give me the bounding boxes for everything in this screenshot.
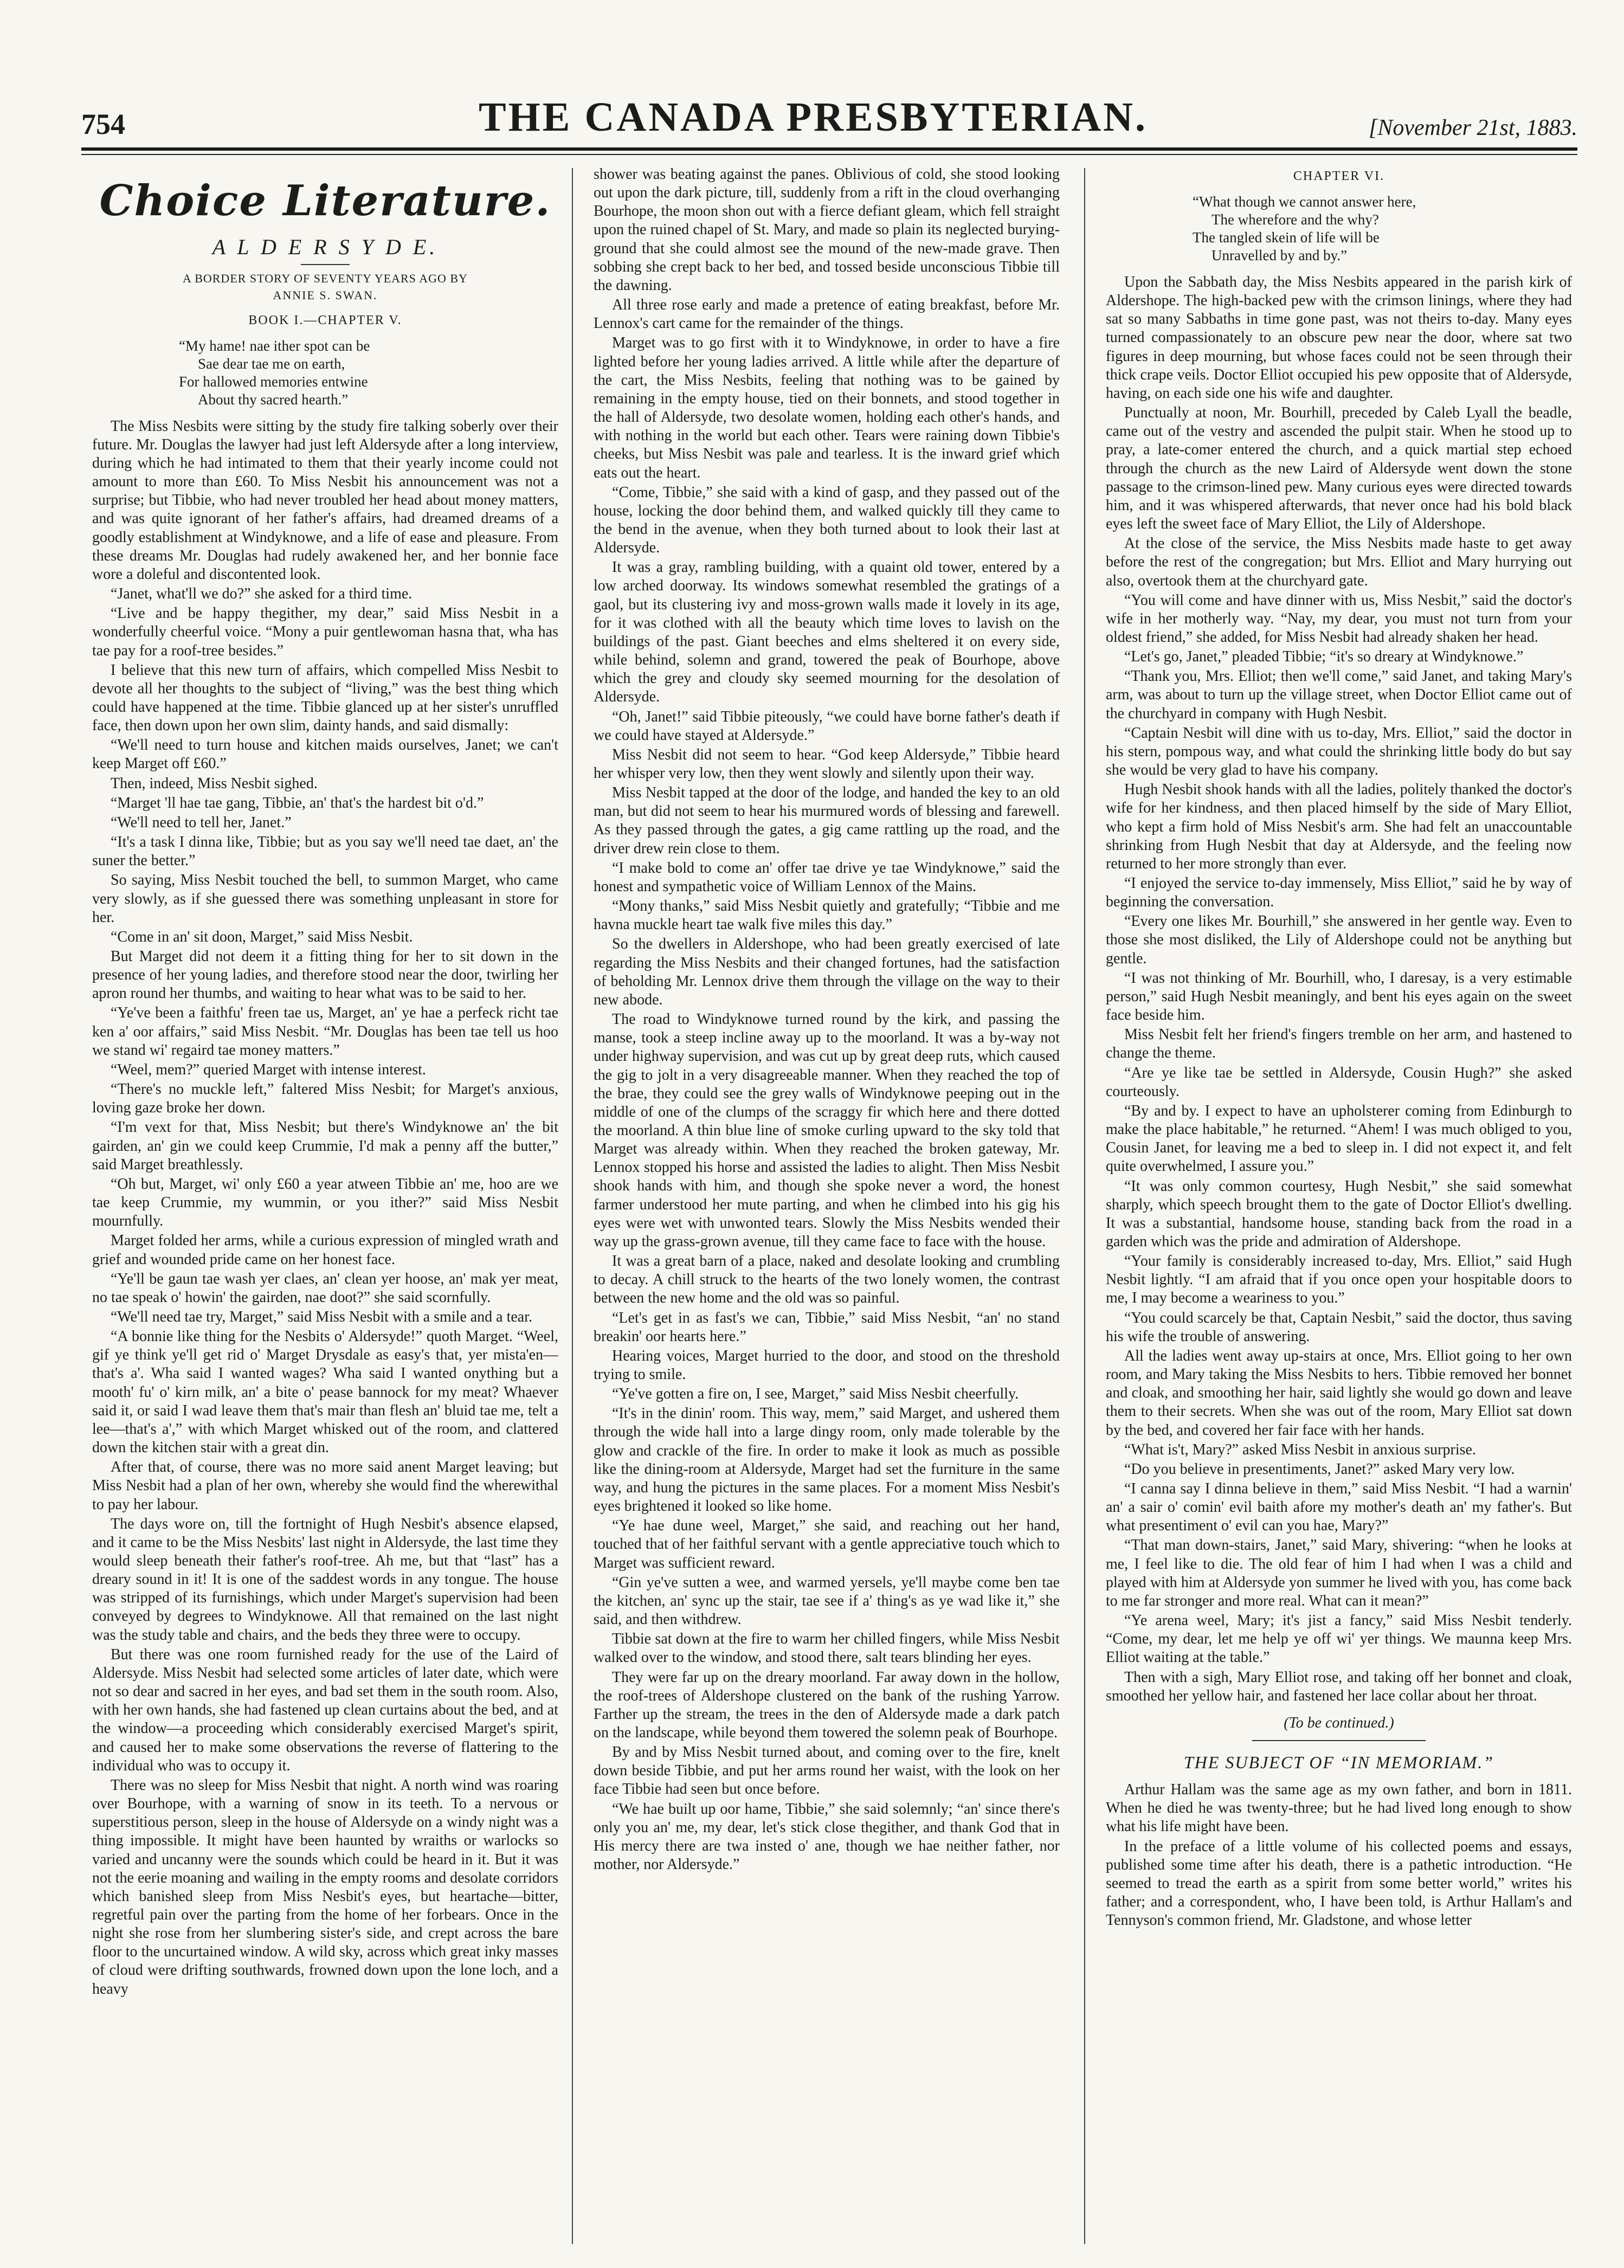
column-2-body <box>594 165 1060 1874</box>
title-rule <box>301 264 350 265</box>
paragraph: “A bonnie like thing for the Nesbits o' Aldersyde!” quoth Marget. “Weel, gif ye think ye'll get rid o' Marget Drysdale as easy's that, yer mista'en—that's a'. Wha said I wanted wages? Wha said I wanted onything but a mooth' fu' o' kirn milk, an' a bite o' pease bannock for my meat? Whaever said it, or said I wad leave them that's mair than flesh an' bluid tae me, telt a lee—that's a',” with which Marget whisked out of the room, and clattered down the kitchen stair with a great din. <box>92 1328 558 1457</box>
paragraph: “Come in an' sit doon, Marget,” said Miss Nesbit. <box>111 928 413 945</box>
paragraph: “Ye'll be gaun tae wash yer claes, an' clean yer hoose, an' mak yer meat, no tae speak o' howin' the gairden, nae doot?” she said scornfully. <box>92 1270 558 1306</box>
paragraph: Marget was to go first with it to Windyknowe, in order to have a fire lighted before her young ladies arrived. A little while after the departure of the cart, the Miss Nesbits, feeling that nothing was to be gained by remaining in the empty house, tied on their bonnets, and stood together in the hall of Aldersyde, two desolate women, holding each other's hands, and with nothing in the world but each other. Tears were raining down Tibbie's cheeks, but Miss Nesbit was pale and tearless. It is the inward grief which eats out the heart. <box>594 334 1060 481</box>
paragraph: shower was beating against the panes. Oblivious of cold, she stood looking out upon the dark picture, till, suddenly from a rift in the cloud overhanging Bourhope, the moon shon out with a fierce defiant gleam, which fell straight upon the ruined chapel of St. Mary, and made so plain its neglected burying-ground that she could almost see the mound of the new-made grave. Then sobbing she crept back to her bed, and tossed beside unconscious Tibbie till the dawning. <box>594 166 1060 294</box>
paragraph: The Miss Nesbits were sitting by the study fire talking soberly over their future. Mr. Douglas the lawyer had just left Aldersyde after a long interview, during which he had intimated to them that their yearly income could not amount to more than £60. To Miss Nesbit his announcement was not a surprise; but Tibbie, who had never troubled her head about money matters, and was quite ignorant of her father's affairs, had dreamed dreams of a goodly establishment at Windyknowe, and a life of ease and pleasure. From these dreams Mr. Douglas had rudely awakened her, and her bonnie face wore a doleful and discontented look. <box>92 417 558 583</box>
chapter-heading: CHAPTER VI. <box>1293 169 1385 183</box>
column-3 <box>1106 165 1572 2247</box>
paragraph: “It was only common courtesy, Hugh Nesbit,” she said somewhat sharply, which speech brought them to the gate of Doctor Elliot's dwelling. It was a substantial, handsome house, standing back from the road in a garden which was the pride and admiration of Aldershope. <box>1106 1177 1572 1250</box>
paragraph: “Your family is considerably increased to-day, Mrs. Elliot,” said Hugh Nesbit lightly. “I am afraid that if you once open your hospitable doors to me, I may become a weariness to you.” <box>1106 1253 1572 1307</box>
epigraph-line: Sae dear tae me on earth, <box>198 355 345 372</box>
paragraph: “You could scarcely be that, Captain Nesbit,” said the doctor, thus saving his wife the trouble of answering. <box>1106 1309 1572 1345</box>
column-1-body <box>92 417 558 1999</box>
epigraph-line: The wherefore and the why? <box>1211 211 1379 228</box>
paragraph: But there was one room furnished ready for the use of the Laird of Aldersyde. Miss Nesbit had selected some articles of later date, which were not so dear and sacred in her eyes, and bad set them in the south room. Also, with her own hands, she had fastened up clean curtains about the bed, and at the window—a proceeding which considerably exercised Marget's spirit, and caused her to make some observations the reverse of flattering to the individual who was to occupy it. <box>92 1646 558 1774</box>
paragraph: It was a great barn of a place, naked and desolate looking and crumbling to decay. A chill struck to the hearts of the two lonely women, the contrast between the new home and the old was so painful. <box>594 1253 1060 1307</box>
paragraph: “I'm vext for that, Miss Nesbit; but there's Windyknowe an' the bit gairden, an' gin we could keep Crummie, I'd mak a penny aff the butter,” said Marget breathlessly. <box>92 1119 558 1173</box>
paragraph: Then, indeed, Miss Nesbit sighed. <box>111 775 318 792</box>
paragraph: It was a gray, rambling building, with a quaint old tower, entered by a low arched doorway. Its windows somewhat resembled the gratings of a gaol, but its clustering ivy and moss-grown walls made it lovely in its age, for it was clothed with all the beauty which time loves to lavish on the buildings of the past. Giant beeches and elms sheltered it on every side, while behind, solemn and grand, towered the peak of Bourhope, above which the grey and cloudy sky seemed mourning for the desolation of Aldersyde. <box>594 559 1060 706</box>
paragraph: “It's in the dinin' room. This way, mem,” said Marget, and ushered them through the wide hall into a large dingy room, only made tolerable by the glow and crackle of the fire. In order to make it look as much as possible like the dining-room at Aldersyde, Marget had set the furniture in the same way, and hung the pictures in the same places. For a moment Miss Nesbit's eyes brightened it looked so like home. <box>594 1405 1060 1515</box>
continued-note: (To be continued.) <box>1284 1714 1394 1731</box>
issue-date: [November 21st, 1883. <box>1369 115 1577 140</box>
paragraph: All three rose early and made a pretence of eating breakfast, before Mr. Lennox's cart came for the remainder of the things. <box>594 297 1060 332</box>
epigraph-line: The tangled skein of life will be <box>1193 229 1380 246</box>
paragraph: They were far up on the dreary moorland. Far away down in the hollow, the roof-trees of Aldershope clustered on the bank of the rushing Yarrow. Farther up the stream, the trees in the den of Aldersyde made a dark patch on the landscape, while beyond them towered the solemn peak of Bourhope. <box>594 1668 1060 1741</box>
paragraph: The days wore on, till the fortnight of Hugh Nesbit's absence elapsed, and it came to be the Miss Nesbits' last night in Aldersyde, the last time they would sleep beneath their father's roof-tree. Ah me, but that “last” has a dreary sound in it! It is one of the saddest words in any tongue. The house was stripped of its furnishings, which under Marget's supervision had been conveyed by degrees to Windyknowe. All that remained on the last night was the study table and chairs, and the beds they three were to occupy. <box>92 1515 558 1644</box>
paragraph: “Live and be happy thegither, my dear,” said Miss Nesbit in a wonderfully cheerful voice. “Mony a puir gentlewoman hasna that, wha has tae pay for a roof-tree besides.” <box>92 605 558 659</box>
paragraph: There was no sleep for Miss Nesbit that night. A north wind was roaring over Bourhope, with a warning of snow in its teeth. To a nervous or superstitious person, sleep in the house of Aldersyde on a windy night was a thing impossible. It might have been haunted by wraiths or warlocks so varied and uncanny were the sounds which could be heard in it. But it was not the eerie moaning and wailing in the empty rooms and desolate corridors which banished sleep from Miss Nesbit's eyes, but heartache—bitter, regretful pain over the parting from the home of her forbears. Once in the night she rose from her slumbering sister's side, and crept across the bare floor to the uncurtained window. A wild sky, across which great inky masses of cloud were drifting southwards, frowned down upon the lone loch, and a heavy <box>92 1776 558 1998</box>
paragraph: “Come, Tibbie,” she said with a kind of gasp, and they passed out of the house, locking the door behind them, and walked quickly till they came to the bend in the avenue, when they both turned about to look their last at Aldersyde. <box>594 484 1060 557</box>
paragraph: The road to Windyknowe turned round by the kirk, and passing the manse, took a steep incline away up to the moorland. It was a by-way not under highway supervision, and was cut up by great deep ruts, which caused the gig to jolt in a very disagreeable manner. When they reached the top of the brae, they could see the grey walls of Windyknowe peeping out in the middle of one of the clumps of the scraggy fir which here and there dotted the moorland. A thin blue line of smoke curling upward to the sky told that Marget was already within. When they reached the broken gateway, Mr. Lennox stopped his horse and assisted the ladies to alight. Then Miss Nesbit shook hands with him, and though she spoke never a word, the honest farmer understood her mute parting, and when he climbed into his gig his eyes were wet with unwonted tears. Slowly the Miss Nesbits wended their way up the grass-grown avenue, till they came face to face with the house. <box>594 1011 1060 1250</box>
column-2 <box>594 165 1060 2247</box>
paragraph: At the close of the service, the Miss Nesbits made haste to get away before the rest of the congregation; but Mrs. Elliot and Mary hurrying out also, overtook them at the churchyard gate. <box>1106 535 1572 589</box>
page-header <box>81 81 1577 141</box>
newspaper-page <box>81 81 1577 2239</box>
epigraph-line: For hallowed memories entwine <box>179 373 368 390</box>
epigraph-line: About thy sacred hearth.” <box>198 391 349 408</box>
paragraph: “Let's get in as fast's we can, Tibbie,” said Miss Nesbit, “an' no stand breakin' oor hearts here.” <box>594 1309 1060 1345</box>
paragraph: So the dwellers in Aldershope, who had been greatly exercised of late regarding the Miss Nesbits and their changed fortunes, had the satisfaction of beholding Mr. Lennox drive them through the village on the way to their new abode. <box>594 936 1060 1008</box>
paragraph: “Every one likes Mr. Bourhill,” she answered in her gentle way. Even to those she most disliked, the Lily of Aldershope could not be anything but gentle. <box>1106 913 1572 967</box>
paragraph: Upon the Sabbath day, the Miss Nesbits appeared in the parish kirk of Aldershope. The high-backed pew with the crimson linings, where they had sat so many Sabbaths in time gone past, was not theirs to-day. Many eyes turned compassionately to an obscure pew near the door, where sat two figures in deep mourning, but whose faces could not be seen through their thick crape veils. Doctor Elliot occupied his pew opposite that of Aldersyde, having, on each side one his wife and daughter. <box>1106 274 1572 402</box>
paragraph: By and by Miss Nesbit turned about, and coming over to the fire, knelt down beside Tibbie, and put her arms round her waist, with the look on her face Tibbie had seen but once before. <box>594 1744 1060 1798</box>
paragraph: “Do you believe in presentiments, Janet?” asked Mary very low. <box>1124 1460 1515 1478</box>
masthead-title: THE CANADA PRESBYTERIAN. <box>478 94 1148 140</box>
paragraph: In the preface of a little volume of his collected poems and essays, published some time after his death, there is a pathetic introduction. “He seemed to tread the earth as a spirit from some better world,” writes his father; and a correspondent, who, I have been told, is Arthur Hallam's and Tennyson's common friend, Mr. Gladstone, and whose letter <box>1106 1838 1572 1929</box>
paragraph: “By and by. I expect to have an upholsterer coming from Edinburgh to make the place habitable,” he returned. “Ahem! I was much obliged to you, Cousin Janet, for leaving me a bed to sleep in. I did not expect it, and felt quite overwhelmed, I assure you.” <box>1106 1102 1572 1175</box>
article-body <box>1106 1781 1572 1930</box>
epigraph <box>1106 193 1572 265</box>
story-author: ANNIE S. SWAN. <box>273 288 378 302</box>
paragraph: Tibbie sat down at the fire to warm her chilled fingers, while Miss Nesbit walked over to the window, and stood there, salt tears blinding her eyes. <box>594 1631 1060 1666</box>
chapter-heading: BOOK I.—CHAPTER V. <box>248 313 402 327</box>
paragraph: Miss Nesbit tapped at the door of the lodge, and handed the key to an old man, but did not seem to hear his murmured words of blessing and farewell. As they passed through the gates, a gig came rattling up the road, and the driver drew rein close to them. <box>594 784 1060 857</box>
paragraph: I believe that this new turn of affairs, which compelled Miss Nesbit to devote all her thoughts to the subject of “living,” was the best thing which could have happened at the time. Tibbie glanced up at her sister's unruffled face, then down upon her own slim, dainty hands, and said dismally: <box>92 661 558 734</box>
column-3-body <box>1106 273 1572 1705</box>
paragraph: Punctually at noon, Mr. Bourhill, preceded by Caleb Lyall the beadle, came out of the vestry and ascended the pulpit stair. When he stood up to pray, a late-comer entered the church, and a quick martial step echoed through the church as the new Laird of Aldersyde went down the stone passage to the crimson-lined pew. Many curious eyes were directed towards him, and it was whispered afterwards, that never once had his bold black eyes left the sweet face of Mary Elliot, the Lily of Aldershope. <box>1106 404 1572 533</box>
paragraph: “We'll need tae try, Marget,” said Miss Nesbit with a smile and a tear. <box>111 1308 533 1325</box>
paragraph: “We'll need to tell her, Janet.” <box>111 814 292 831</box>
paragraph: “I canna say I dinna believe in them,” said Miss Nesbit. “I had a warnin' an' a sair o' comin' evil baith afore my mother's death an' my father's. But what presentiment o' evil can you hae, Mary?” <box>1106 1480 1572 1535</box>
paragraph: “You will come and have dinner with us, Miss Nesbit,” said the doctor's wife in her motherly way. “Nay, my dear, you must not turn from your oldest friend,” she added, for Miss Nesbit had already shaken her head. <box>1106 591 1572 646</box>
paragraph: “Are ye like tae be settled in Aldersyde, Cousin Hugh?” she asked courteously. <box>1106 1064 1572 1100</box>
paragraph: “Ye've been a faithfu' freen tae us, Marget, an' ye hae a perfeck richt tae ken a' oor affairs,” said Miss Nesbit. “Mr. Douglas has been tae tell us hoo we stand wi' regaird tae money matters.” <box>92 1004 558 1059</box>
paragraph: Miss Nesbit felt her friend's fingers tremble on her arm, and hastened to change the theme. <box>1106 1026 1572 1062</box>
paragraph: “Captain Nesbit will dine with us to-day, Mrs. Elliot,” said the doctor in his stern, pompous way, and what could the shrinking little body do but say she would be very glad to have his company. <box>1106 724 1572 779</box>
paragraph: Then with a sigh, Mary Elliot rose, and taking off her bonnet and cloak, smoothed her yellow hair, and fastened her lace collar about her throat. <box>1106 1668 1572 1704</box>
paragraph: “Mony thanks,” said Miss Nesbit quietly and gratefully; “Tibbie and me havna muckle heart tae walk five miles this day.” <box>594 898 1060 933</box>
paragraph: Miss Nesbit did not seem to hear. “God keep Aldersyde,” Tibbie heard her whisper very low, then they went slowly and silently upon their way. <box>594 746 1060 782</box>
paragraph: After that, of course, there was no more said anent Marget leaving; but Miss Nesbit had a plan of her own, whereby she would find the wherewithal to pay her labour. <box>92 1459 558 1513</box>
header-rule-thin <box>81 154 1577 155</box>
paragraph: “Oh but, Marget, wi' only £60 a year atween Tibbie an' me, hoo are we tae keep Crummie, my wummin, or you ither?” said Miss Nesbit mournfully. <box>92 1175 558 1230</box>
article-separator <box>1252 1740 1426 1741</box>
paragraph: “We hae built up oor hame, Tibbie,” she said solemnly; “an' since there's only you an' me, my dear, let's stick close thegither, and thank God that in His mercy there are twa insted o' ane, though we hae neither father, nor mother, nor Aldersyde.” <box>594 1800 1060 1873</box>
paragraph: “Ye hae dune weel, Marget,” she said, and reaching out her hand, touched that of her faithful servant with a gentle appreciative touch which to Marget was sufficient reward. <box>594 1517 1060 1571</box>
paragraph: “Marget 'll hae tae gang, Tibbie, an' that's the hardest bit o'd.” <box>111 794 484 811</box>
paragraph: “Oh, Janet!” said Tibbie piteously, “we could have borne father's death if we could have stayed at Aldersyde.” <box>594 708 1060 744</box>
section-title: Choice Literature. <box>99 176 551 225</box>
paragraph: “What is't, Mary?” asked Miss Nesbit in anxious surprise. <box>1124 1441 1476 1458</box>
paragraph: “I make bold to come an' offer tae drive ye tae Windyknowe,” said the honest and sympathetic voice of William Lennox of the Mains. <box>594 859 1060 895</box>
epigraph-line: Unravelled by and by.” <box>1211 247 1348 264</box>
paragraph: Marget folded her arms, while a curious expression of mingled wrath and grief and wounded pride came on her honest face. <box>92 1232 558 1268</box>
paragraph: “We'll need to turn house and kitchen maids ourselves, Janet; we can't keep Marget off £60.” <box>92 737 558 772</box>
paragraph: Hugh Nesbit shook hands with all the ladies, politely thanked the doctor's wife for her kindness, and then placed himself by the side of Mary Elliot, who kept a firm hold of Miss Nesbit's arm. She had felt an unaccountable shrinking from Hugh Nesbit that day at Aldersyde, and the feeling now returned to her more strongly than ever. <box>1106 781 1572 872</box>
column-1 <box>92 165 558 2247</box>
story-subtitle: A BORDER STORY OF SEVENTY YEARS AGO BY <box>183 271 468 285</box>
epigraph <box>92 337 558 409</box>
paragraph: “I enjoyed the service to-day immensely, Miss Elliot,” said he by way of beginning the conversation. <box>1106 875 1572 911</box>
page-number: 754 <box>81 108 125 140</box>
paragraph: All the ladies went away up-stairs at once, Mrs. Elliot going to her own room, and Mary taking the Miss Nesbits to hers. Tibbie removed her bonnet and cloak, and smoothing her hair, said lightly she would go down and leave them to their secrets. When she was out of the room, Mary Elliot sat down by the bed, and covered her fair face with her hands. <box>1106 1347 1572 1439</box>
paragraph: But Marget did not deem it a fitting thing for her to sit down in the presence of her young ladies, and therefore stood near the door, twirling her apron round her thumbs, and waiting to hear what was to be said to her. <box>92 948 558 1002</box>
paragraph: “Ye arena weel, Mary; it's jist a fancy,” said Miss Nesbit tenderly. “Come, my dear, let me help ye off wi' yer things. We maunna keep Mrs. Elliot waiting at the table.” <box>1106 1612 1572 1666</box>
paragraph: “There's no muckle left,” faltered Miss Nesbit; for Marget's anxious, loving gaze broke her down. <box>92 1081 558 1117</box>
paragraph: “Thank you, Mrs. Elliot; then we'll come,” said Janet, and taking Mary's arm, was about to turn up the village street, when Doctor Elliot came out of the churchyard in company with Hugh Nesbit. <box>1106 668 1572 722</box>
header-rule-thick <box>81 147 1577 151</box>
paragraph: “It's a task I dinna like, Tibbie; but as you say we'll need tae daet, an' the suner the better.” <box>92 834 558 869</box>
paragraph: Arthur Hallam was the same age as my own father, and born in 1811. When he died he was twenty-three; but he had lived long enough to show what his life might have been. <box>1106 1781 1572 1835</box>
paragraph: “Gin ye've sutten a wee, and warmed yersels, ye'll maybe come ben tae the kitchen, an' sync up the stair, tae see if a' thing's as ye wad like it,” she said, and then withdrew. <box>594 1574 1060 1628</box>
column-divider-1 <box>572 168 573 2244</box>
paragraph: So saying, Miss Nesbit touched the bell, to summon Marget, who came very slowly, as if she guessed there was something unpleasant in store for her. <box>92 872 558 926</box>
paragraph: “Ye've gotten a fire on, I see, Marget,” said Miss Nesbit cheerfully. <box>612 1386 1019 1403</box>
article-title: THE SUBJECT OF “IN MEMORIAM.” <box>1183 1752 1494 1773</box>
epigraph-line: “My hame! nae ither spot can be <box>179 337 370 354</box>
paragraph: “Janet, what'll we do?” she asked for a third time. <box>111 585 413 603</box>
paragraph: “Weel, mem?” queried Marget with intense interest. <box>111 1061 426 1078</box>
epigraph-line: “What though we cannot answer here, <box>1193 194 1416 210</box>
paragraph: “I was not thinking of Mr. Bourhill, who, I daresay, is a very estimable person,” said Hugh Nesbit meaningly, and bent his eyes again on the sweet face beside him. <box>1106 969 1572 1024</box>
paragraph: Hearing voices, Marget hurried to the door, and stood on the threshold trying to smile. <box>594 1347 1060 1383</box>
column-divider-2 <box>1084 168 1085 2244</box>
story-title: A L D E R S Y D E. <box>212 235 439 260</box>
paragraph: “Let's go, Janet,” pleaded Tibbie; “it's so dreary at Windyknowe.” <box>1124 648 1524 666</box>
paragraph: “That man down-stairs, Janet,” said Mary, shivering: “when he looks at me, I feel like to die. The old fear of him I had when I was a child and played with him at Aldersyde yon summer he lived with you, has come back to me far stronger and more real. What can it mean?” <box>1106 1537 1572 1609</box>
